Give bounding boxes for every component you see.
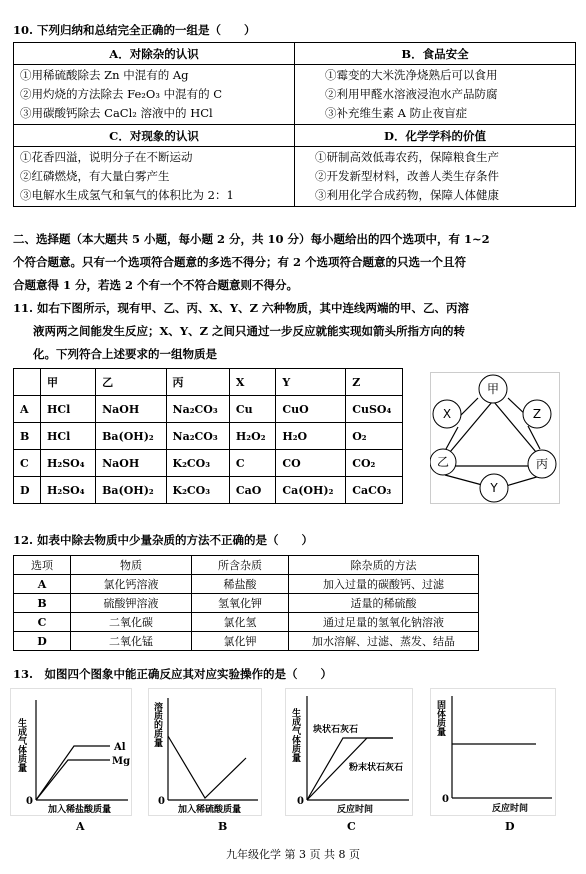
q11-relation-diagram <box>430 372 560 504</box>
section2-line: 个符合题意。只有一个选项符合题意的多选不得分；有 2 个选项符合题意的只选一个且符 <box>13 255 467 269</box>
q12-cell: A <box>14 575 71 594</box>
graph-a-label: A <box>76 820 85 833</box>
node-z-label: Z <box>532 407 542 421</box>
x-axis-label: 反应时间 <box>492 804 529 814</box>
q12-cell: 氯化钾 <box>192 632 289 651</box>
q11-cell: CaCO₃ <box>346 477 403 504</box>
section2-line: 二、选择题（本大题共 5 小题，每小题 2 分，共 10 分）每小题给出的四个选项中，有 1~2 <box>13 232 490 246</box>
q12-row <box>14 632 479 651</box>
q11-cell: CO <box>276 450 346 477</box>
q11-row <box>14 450 403 477</box>
q13-title: 13. 如图四个图象中能正确反应其对应实验操作的是（ ） <box>13 667 333 681</box>
q12-cell: 硫酸钾溶液 <box>71 594 192 613</box>
q11-cell: NaOH <box>96 396 166 423</box>
q12-cell: B <box>14 594 71 613</box>
q11-row <box>14 396 403 423</box>
q12-cell: 二氧化碳 <box>71 613 192 632</box>
q10-b-item: ②利用甲醛水溶液浸泡水产品防腐 <box>325 87 498 101</box>
q11-cell: H₂O <box>276 423 346 450</box>
q11-cell: Ca(OH)₂ <box>276 477 346 504</box>
y-axis-label: 固体质量 <box>435 700 445 736</box>
origin-label: 0 <box>26 796 33 807</box>
q11-cell: K₂CO₃ <box>166 477 229 504</box>
section2-line: 合题意得 1 分，若选 2 个有一个不符合题意则不得分。 <box>13 278 299 292</box>
q12-title: 12. 如表中除去物质中少量杂质的方法不正确的是（ ） <box>13 533 314 547</box>
q11-header: 甲 <box>41 369 96 396</box>
q10-b-item: ①霉变的大米洗净烧熟后可以食用 <box>325 68 498 82</box>
q10-d-cell <box>295 147 576 207</box>
q12-cell: D <box>14 632 71 651</box>
q11-header-row <box>14 369 403 396</box>
q11-header <box>14 369 41 396</box>
q12-cell: 加入过量的碳酸钙、过滤 <box>289 575 479 594</box>
q10-a-item: ③用碳酸钙除去 CaCl₂ 溶液中的 HCl <box>20 106 213 120</box>
series-mg-label: Mg <box>112 756 131 767</box>
q10-c-item: ③电解水生成氢气和氧气的体积比为 2：1 <box>20 188 234 202</box>
q10-a-item: ②用灼烧的方法除去 Fe₂O₃ 中混有的 C <box>20 87 223 101</box>
q12-cell: 二氧化锰 <box>71 632 192 651</box>
graph-a <box>10 688 132 816</box>
q12-cell: 适量的稀硫酸 <box>289 594 479 613</box>
origin-label: 0 <box>158 796 165 807</box>
q12-header: 选项 <box>14 556 71 575</box>
q12-cell: 氢氧化钾 <box>192 594 289 613</box>
q10-b-item: ③补充维生素 A 防止夜盲症 <box>325 106 468 120</box>
q11-row <box>14 477 403 504</box>
q11-cell: Ba(OH)₂ <box>96 423 166 450</box>
q10-b-head: B．食品安全 <box>295 43 576 65</box>
q11-cell: Na₂CO₃ <box>166 423 229 450</box>
q11-header: 丙 <box>166 369 229 396</box>
graph-frame <box>431 689 556 816</box>
node-yi-label: 乙 <box>436 455 450 469</box>
graph-frame <box>149 689 262 816</box>
series-powder-label: 粉末状石灰石 <box>349 763 404 773</box>
q11-cell: HCl <box>41 423 96 450</box>
q12-row <box>14 613 479 632</box>
q12-cell: 氯化氢 <box>192 613 289 632</box>
q11-cell: H₂SO₄ <box>41 477 96 504</box>
q10-c-item: ①花香四溢，说明分子在不断运动 <box>20 150 193 164</box>
q11-cell: H₂SO₄ <box>41 450 96 477</box>
q10-c-head: C．对现象的认识 <box>14 125 295 147</box>
q11-cell: Na₂CO₃ <box>166 396 229 423</box>
q11-header: 乙 <box>96 369 166 396</box>
q12-header-row <box>14 556 479 575</box>
q12-row <box>14 575 479 594</box>
node-jia-label: 甲 <box>486 382 500 396</box>
y-axis-label: 生成气体质量 <box>290 708 300 762</box>
node-bing-label: 丙 <box>535 457 549 471</box>
q12-header: 除杂质的方法 <box>289 556 479 575</box>
graph-b-label: B <box>218 820 228 833</box>
origin-label: 0 <box>442 794 449 805</box>
q11-cell: C <box>14 450 41 477</box>
origin-label: 0 <box>297 796 304 807</box>
q12-cell: 加水溶解、过滤、蒸发、结晶 <box>289 632 479 651</box>
q12-cell: 氯化钙溶液 <box>71 575 192 594</box>
q11-cell: D <box>14 477 41 504</box>
q11-cell: Cu <box>229 396 275 423</box>
q12-row <box>14 594 479 613</box>
q11-cell: CuSO₄ <box>346 396 403 423</box>
q11-cell: H₂O₂ <box>229 423 275 450</box>
section2-instructions <box>13 228 579 297</box>
graph-b <box>148 688 262 816</box>
q11-header: Z <box>346 369 403 396</box>
graph-d-label: D <box>505 820 515 833</box>
x-axis-label: 加入稀盐酸质量 <box>48 805 112 815</box>
q11-cell: Ba(OH)₂ <box>96 477 166 504</box>
q10-a-cell <box>14 65 295 125</box>
q11-header: Y <box>276 369 346 396</box>
q11-cell: O₂ <box>346 423 403 450</box>
graph-c <box>285 688 413 816</box>
q11-cell: CO₂ <box>346 450 403 477</box>
q10-a-head: A．对除杂的认识 <box>14 43 295 65</box>
q10-c-cell <box>14 147 295 207</box>
q10-a-item: ①用稀硫酸除去 Zn 中混有的 Ag <box>20 68 189 82</box>
q11-cell: CaO <box>229 477 275 504</box>
q12-table <box>13 555 479 651</box>
q11-header: X <box>229 369 275 396</box>
q11-cell: C <box>229 450 275 477</box>
q10-d-item: ①研制高效低毒农药，保障粮食生产 <box>315 150 499 164</box>
series-al-label: Al <box>114 742 126 753</box>
q12-cell: 通过足量的氢氧化钠溶液 <box>289 613 479 632</box>
x-axis-label: 反应时间 <box>337 805 374 815</box>
q10-c-item: ②红磷燃烧，有大量白雾产生 <box>20 169 170 183</box>
q11-cell: K₂CO₃ <box>166 450 229 477</box>
q11-stem <box>13 297 469 366</box>
node-x-label: X <box>442 407 452 421</box>
x-axis-label: 加入稀硫酸质量 <box>178 805 242 815</box>
q10-title: 10. 下列归纳和总结完全正确的一组是（ ） <box>13 23 256 37</box>
q11-row <box>14 423 403 450</box>
y-axis-label: 溶质的质量 <box>152 702 162 747</box>
q11-line: 化。下列符合上述要求的一组物质是 <box>33 347 217 361</box>
q11-cell: NaOH <box>96 450 166 477</box>
graph-c-label: C <box>347 820 356 833</box>
q12-header: 物质 <box>71 556 192 575</box>
q11-cell: B <box>14 423 41 450</box>
q10-d-item: ②开发新型材料，改善人类生存条件 <box>315 169 499 183</box>
q11-table <box>13 368 403 504</box>
q11-line: 液两两之间能发生反应；X、Y、Z 之间只通过一步反应就能实现如箭头所指方向的转 <box>33 324 466 338</box>
page-footer: 九年级化学 第 3 页 共 8 页 <box>226 848 360 861</box>
q10-table <box>13 42 576 207</box>
q12-cell: C <box>14 613 71 632</box>
q10-b-cell <box>295 65 576 125</box>
graph-d <box>430 688 556 816</box>
q11-cell: CuO <box>276 396 346 423</box>
series-lump-label: 块状石灰石 <box>313 725 359 735</box>
q10-d-head: D．化学学科的价值 <box>295 125 576 147</box>
y-axis-label: 生成气体质量 <box>16 718 26 772</box>
node-y-label: Y <box>490 481 498 495</box>
q11-cell: HCl <box>41 396 96 423</box>
q10-d-item: ③利用化学合成药物，保障人体健康 <box>315 188 499 202</box>
q11-line: 11. 如右下图所示，现有甲、乙、丙、X、Y、Z 六种物质，其中连线两端的甲、乙、丙溶 <box>13 301 470 315</box>
q12-header: 所含杂质 <box>192 556 289 575</box>
q11-cell: A <box>14 396 41 423</box>
q12-cell: 稀盐酸 <box>192 575 289 594</box>
graph-frame <box>286 689 413 816</box>
